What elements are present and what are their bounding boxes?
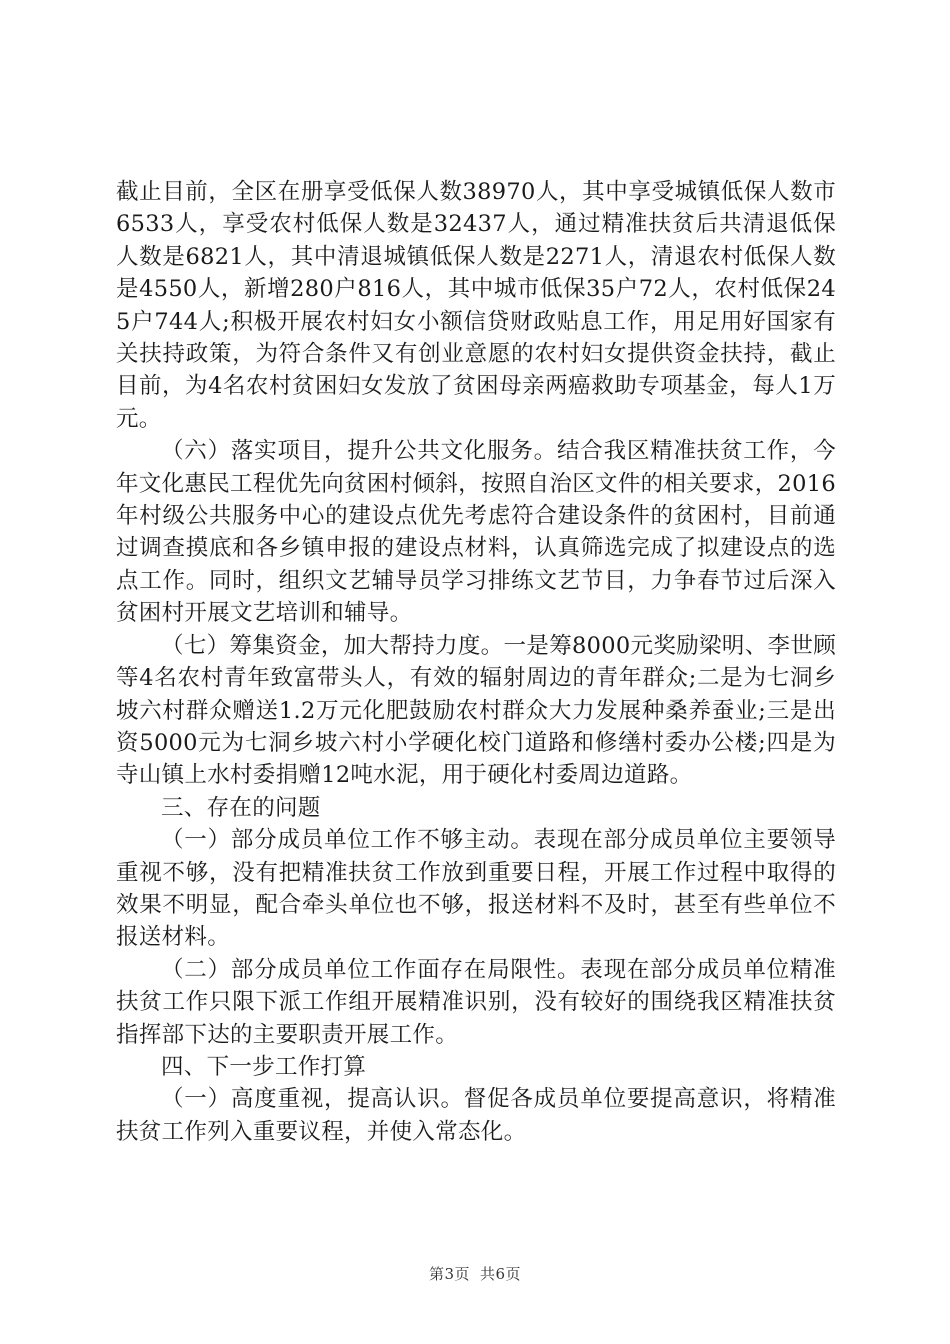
paragraph-next-step-one: （一）高度重视，提高认识。督促各成员单位要提高意识，将精准扶贫工作列入重要议程，并使入常态化。 — [116, 1086, 836, 1145]
heading-next-steps: 四、下一步工作打算 — [161, 1053, 367, 1080]
document-body — [116, 176, 836, 1148]
paragraph-problem-one: （一）部分成员单位工作不够主动。表现在部分成员单位主要领导重视不够，没有把精准扶贫工作放到重要日程，开展工作过程中取得的效果不明显，配合牵头单位也不够，报送材料不及时，甚至有些单位不报送材料。 — [116, 827, 836, 951]
paragraph-problem-two: （二）部分成员单位工作面存在局限性。表现在部分成员单位精准扶贫工作只限下派工作组开展精准识别，没有较好的围绕我区精准扶贫指挥部下达的主要职责开展工作。 — [116, 956, 836, 1048]
page-footer — [0, 1263, 950, 1284]
paragraph-low-income-stats: 截止目前，全区在册享受低保人数38970人，其中享受城镇低保人数市6533人，享受农村低保人数是32437人，通过精准扶贫后共清退低保人数是6821人，其中清退城镇低保人数是2271人，清退农村低保人数是4550人，新增280户816人，其中城市低保35户72人，农村低保245户744人;积极开展农村妇女小额信贷财政贴息工作，用足用好国家有关扶持政策，为符合条件又有创业意愿的农村妇女提供资金扶持，截止目前，为4名农村贫困妇女发放了贫困母亲两癌救助专项基金，每人1万元。 — [116, 179, 836, 432]
page-number-current: 第3页 — [428, 1265, 470, 1283]
paragraph-section-six: （六）落实项目，提升公共文化服务。结合我区精准扶贫工作，今年文化惠民工程优先向贫困村倾斜，按照自治区文件的相关要求，2016年村级公共服务中心的建设点优先考虑符合建设条件的贫困村，目前通过调查摸底和各乡镇申报的建设点材料，认真筛选完成了拟建设点的选点工作。同时，组织文艺辅导员学习排练文艺节目，力争春节过后深入贫困村开展文艺培训和辅导。 — [116, 438, 836, 627]
paragraph-section-seven: （七）筹集资金，加大帮持力度。一是筹8000元奖励梁明、李世顾等4名农村青年致富带头人，有效的辐射周边的青年群众;二是为七洞乡坡六村群众赠送1.2万元化肥鼓励农村群众大力发展种桑养蚕业;三是出资5000元为七洞乡坡六村小学硬化校门道路和修缮村委办公楼;四是为寺山镇上水村委捐赠12吨水泥，用于硬化村委周边道路。 — [116, 632, 836, 789]
heading-existing-problems: 三、存在的问题 — [161, 794, 321, 821]
page-number-total: 共6页 — [480, 1265, 522, 1283]
